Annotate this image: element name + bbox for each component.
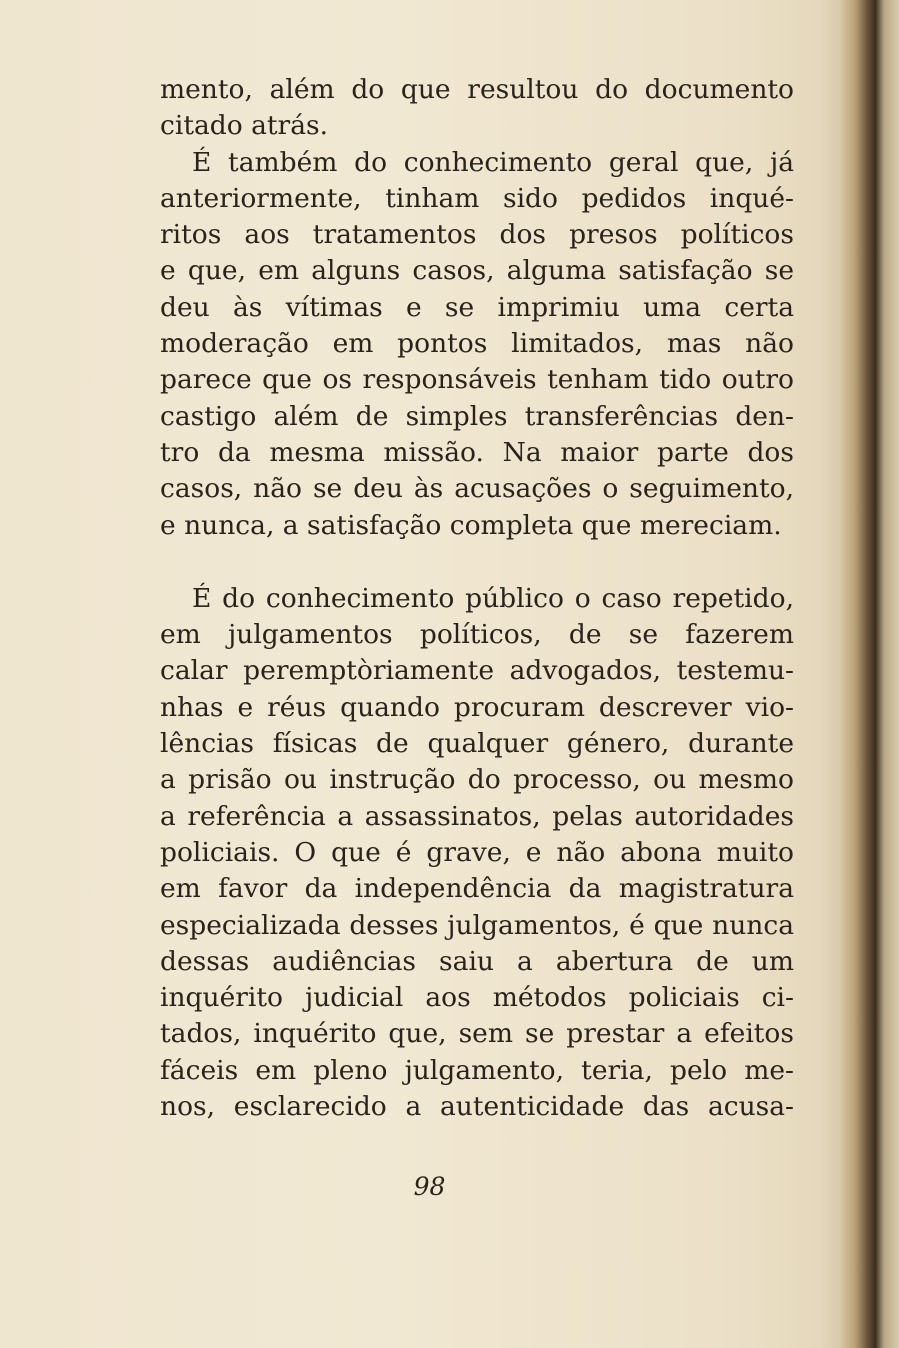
text-line: em julgamentos políticos, de se fazerem: [160, 619, 794, 651]
text-line: tados, inquérito que, sem se prestar a efeitos: [160, 1018, 794, 1050]
text-line: anteriormente, tinham sido pedidos inqué-: [160, 182, 794, 214]
text-line: policiais. O que é grave, e não abona muito: [160, 836, 794, 868]
text-line: É do conhecimento público o caso repetido,: [192, 582, 794, 614]
text-line: ritos aos tratamentos dos presos políticos: [160, 219, 794, 251]
text-line: especializada desses julgamentos, é que nunca: [160, 909, 794, 941]
text-line: nos, esclarecido a autenticidade das acusa-: [160, 1091, 794, 1123]
text-line: lências físicas de qualquer género, durante: [160, 728, 794, 760]
body-text: [160, 72, 794, 1125]
text-line: parece que os responsáveis tenham tido outro: [160, 364, 794, 396]
text-line: citado atrás.: [160, 110, 329, 142]
text-line: castigo além de simples transferências den-: [160, 400, 794, 432]
text-line: casos, não se deu às acusações o seguimento,: [160, 473, 794, 505]
paragraph-1: [160, 72, 794, 145]
text-line: a referência a assassinatos, pelas autoridades: [160, 800, 794, 832]
text-line: É também do conhecimento geral que, já: [192, 146, 794, 178]
text-line: em favor da independência da magistratura: [160, 873, 794, 905]
book-spine: [840, 0, 899, 1348]
paragraph-3: [160, 581, 794, 1125]
text-line: fáceis em pleno julgamento, teria, pelo me-: [160, 1054, 794, 1086]
text-line: e nunca, a satisfação completa que mereciam.: [160, 509, 782, 541]
text-line: deu às vítimas e se imprimiu uma certa: [160, 291, 794, 323]
text-line: nhas e réus quando procuram descrever vio-: [160, 691, 794, 723]
text-line: a prisão ou instrução do processo, ou mesmo: [160, 764, 794, 796]
text-line: e que, em alguns casos, alguma satisfação se: [160, 255, 794, 287]
paragraph-spacer: [160, 544, 794, 581]
text-line: moderação em pontos limitados, mas não: [160, 328, 794, 360]
text-line: mento, além do que resultou do documento: [160, 74, 794, 105]
text-line: calar peremptòriamente advogados, testemu-: [160, 655, 794, 687]
page-number: 98: [413, 1172, 446, 1201]
text-line: inquérito judicial aos métodos policiais ci-: [160, 982, 794, 1014]
text-line: tro da mesma missão. Na maior parte dos: [160, 436, 794, 468]
paragraph-2: [160, 145, 794, 544]
text-line: dessas audiências saiu a abertura de um: [160, 945, 794, 977]
